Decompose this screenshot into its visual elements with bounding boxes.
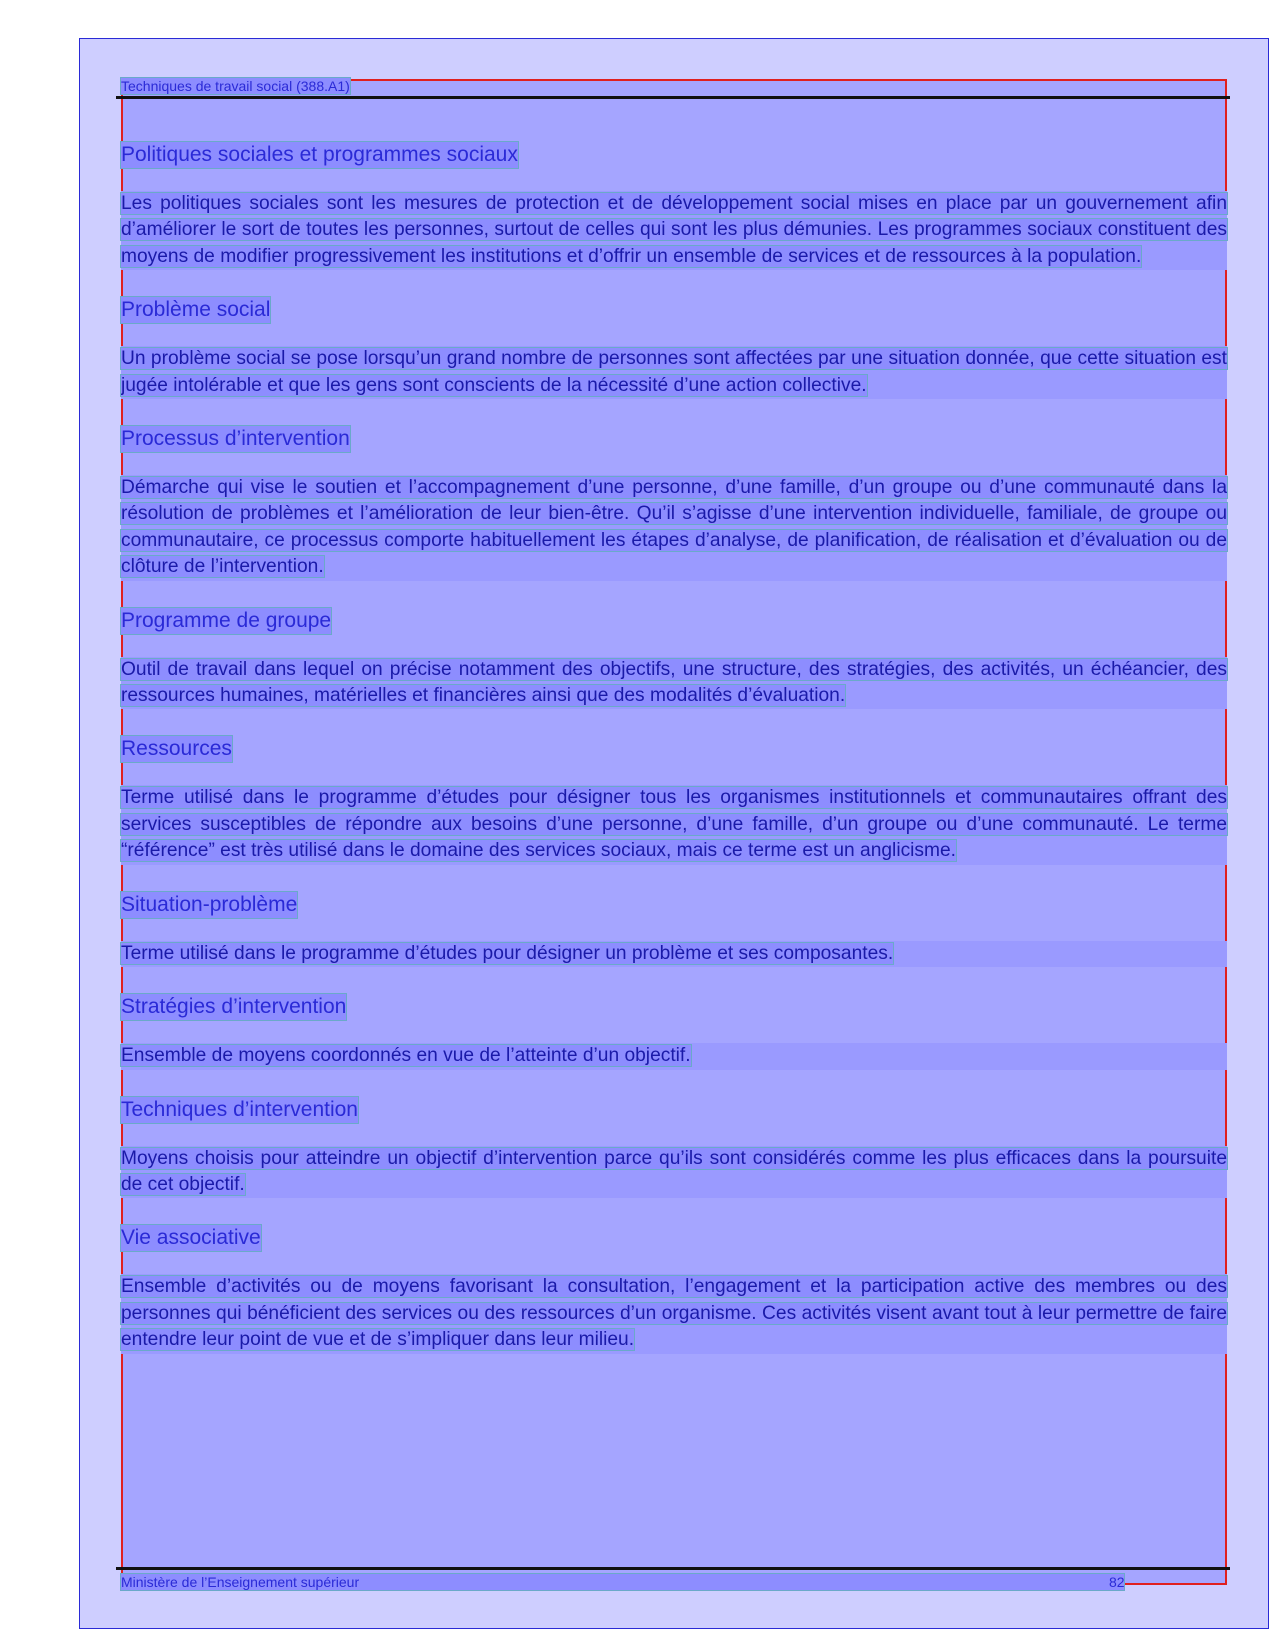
- entry-definition: Les politiques sociales sont les mesures de protection et de développement social mises en place par un gouvernement afin d’améliorer le sort de toutes les personnes, surtout de celles qui sont les plus démunies. Les programmes sociaux constituent des moyens de modifier progressivement les institutions et d’offrir un ensemble de services et de ressources à la population.: [121, 191, 1227, 270]
- glossary-entry: [121, 1225, 1227, 1353]
- glossary-entry: [121, 297, 1227, 399]
- entry-definition: Terme utilisé dans le programme d’études pour désigner tous les organismes institutionnels et communautaires offrant des services susceptibles de répondre aux besoins d’une personne, d’une famille, d’un groupe ou d’une communauté. Le terme “référence” est très utilisé dans le domaine des services sociaux, mais ce terme est un anglicisme.: [121, 785, 1227, 864]
- entry-term: Problème social: [121, 298, 271, 322]
- glossary-entry: [121, 736, 1227, 864]
- entry-term: Stratégies d’intervention: [121, 995, 347, 1019]
- glossary-entry: [121, 1097, 1227, 1199]
- entry-term: Vie associative: [121, 1226, 261, 1250]
- glossary-entry: [121, 142, 1227, 270]
- entry-term: Politiques sociales et programmes sociaux: [121, 143, 518, 166]
- page-number: 82: [1109, 1574, 1125, 1590]
- entry-definition: Outil de travail dans lequel on précise notamment des objectifs, une structure, des stratégies, des activités, un échéancier, des ressources humaines, matérielles et financières ainsi que des modalités d’évaluation.: [121, 657, 1227, 710]
- entry-term: Ressources: [121, 737, 232, 761]
- glossary-entry: [121, 994, 1227, 1069]
- entry-term: Techniques d’intervention: [121, 1097, 358, 1121]
- glossary-body: [121, 142, 1227, 1381]
- header-rule: [116, 96, 1230, 99]
- glossary-entry: [121, 892, 1227, 967]
- entry-term: Programme de groupe: [121, 608, 332, 632]
- entry-definition: Un problème social se pose lorsqu’un grand nombre de personnes sont affectées par une situation donnée, que cette situation est jugée intolérable et que les gens sont conscients de la nécessité d’une action collective.: [121, 346, 1227, 399]
- entry-definition: Terme utilisé dans le programme d’études pour désigner un problème et ses composantes.: [121, 941, 1227, 967]
- entry-definition: Démarche qui vise le soutien et l’accompagnement d’une personne, d’une famille, d’un groupe ou d’une communauté dans la résolution de problèmes et l’amélioration de leur bien-être. Qu’il s’agisse d’une intervention individuelle, familiale, de groupe ou communautaire, ce processus comporte habituellement les étapes d’analyse, de planification, de réalisation et d’évaluation ou de clôture de l’intervention.: [121, 475, 1227, 581]
- entry-definition: Ensemble d’activités ou de moyens favorisant la consultation, l’engagement et la participation active des membres ou des personnes qui bénéficient des services ou des ressources d’un organisme. Ces activités visent avant tout à leur permettre de faire entendre leur point de vue et de s’impliquer dans leur milieu.: [121, 1274, 1227, 1353]
- entry-definition: Moyens choisis pour atteindre un objectif d’intervention parce qu’ils sont considérés comme les plus efficaces dans la poursuite de cet objectif.: [121, 1146, 1227, 1199]
- running-header: Techniques de travail social (388.A1): [121, 78, 350, 94]
- entry-term: Processus d’intervention: [121, 427, 350, 451]
- footer-rule: [116, 1567, 1230, 1570]
- footer-publisher: Ministère de l’Enseignement supérieur: [121, 1574, 1124, 1590]
- entry-definition: Ensemble de moyens coordonnés en vue de l’atteinte d’un objectif.: [121, 1043, 1227, 1069]
- glossary-entry: [121, 426, 1227, 581]
- entry-term: Situation-problème: [121, 892, 298, 916]
- glossary-entry: [121, 608, 1227, 710]
